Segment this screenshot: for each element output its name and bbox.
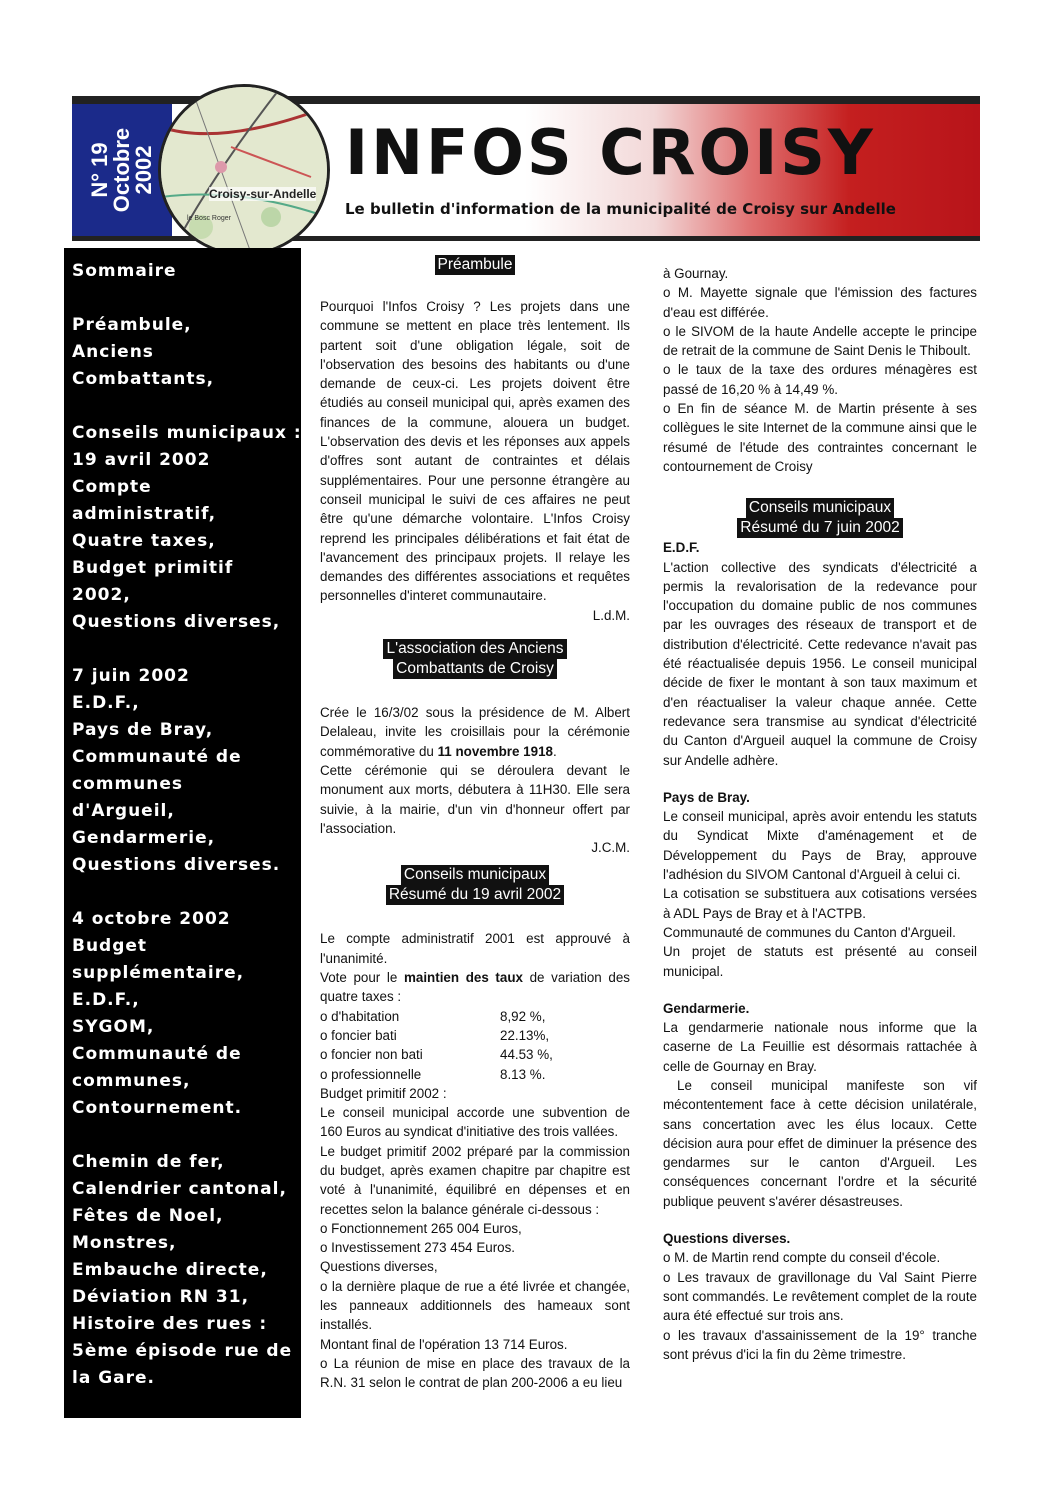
gendarmerie-title: Gendarmerie. bbox=[663, 1000, 750, 1016]
preambule-text: Pourquoi l'Infos Croisy ? Les projets dans une commune se mettent en place très lentement. Ils partent soit d'une obligation légale, soit de l'observation des besoins des habitants ou d'une demande de ceux-ci. Les projets doivent être étudiés au conseil municipal qui, après examen des finances de la commune, alouera un budget. L'observation des devis et les réponses aux appels d'offres sont autant de contraintes et délais supplémentaires. Pour une personne étrangère au conseil municipal le suivi de ces affaires ne peut être qu'une démarche volontaire. L'Infos Croisy reprend les principales délibérations et fait état de l'avancement des principaux projets. Il relaye les demandes des différentes associations et requêtes personnelles d'interet communautaire. bbox=[320, 299, 630, 604]
anciens-heading-line2: Combattants de Croisy bbox=[393, 659, 557, 679]
summary-item: E.D.F., bbox=[72, 693, 140, 713]
summary-item: Pays de Bray, bbox=[72, 720, 214, 740]
conseil-juin-heading-line1: Conseils municipaux bbox=[746, 498, 894, 518]
summary-item: 19 avril 2002 bbox=[72, 450, 211, 470]
masthead-title: INFOS CROISY bbox=[345, 116, 876, 189]
issue-year: 2002 bbox=[131, 145, 156, 195]
summary-item: communes, bbox=[72, 1071, 191, 1091]
summary-item: Calendrier cantonal, bbox=[72, 1179, 287, 1199]
anciens-signature: J.C.M. bbox=[591, 840, 630, 856]
map-label: Croisy-sur-Andelle bbox=[209, 187, 317, 201]
summary-list bbox=[72, 258, 302, 1392]
summary-item: Budget primitif bbox=[72, 558, 234, 578]
summary-item: 7 juin 2002 bbox=[72, 666, 190, 686]
summary-item: Combattants, bbox=[72, 369, 215, 389]
col2-p2: o M. Mayette signale que l'émission des factures d'eau est différée. bbox=[663, 285, 977, 320]
gendarmerie-text-2: Le conseil municipal manifeste son vif mécontentement face à cette décision unilatérale, sans concertation avec les élus locaux. Cette décision aura pour effet de diminuer la présence des gendarmes sur le canton d'Argueil. Les conséquences concernant l'ordre et la sécurité publique peuvent s'avérer désastreuses. bbox=[663, 1077, 977, 1209]
rate-row: o d'habitation 8,92 %, bbox=[320, 1008, 546, 1024]
questions-title: Questions diverses. bbox=[663, 1231, 791, 1247]
bray-text-4: Un projet de statuts est présenté au conseil municipal. bbox=[663, 944, 977, 979]
gendarmerie-text-1: La gendarmerie nationale nous informe que la caserne de La Feuillie est désormais rattachée à celle de Gournay en Bray. bbox=[663, 1020, 977, 1074]
summary-item: Fêtes de Noel, bbox=[72, 1206, 224, 1226]
budget-line-1: o Fonctionnement 265 004 Euros, bbox=[320, 1220, 522, 1236]
rate-row: o professionnelle 8.13 %. bbox=[320, 1066, 546, 1082]
col2-p5: o En fin de séance M. de Martin présente à ses collègues le site Internet de la commune ainsi que le résumé de l'étude des contraintes concernant le contournement de Croisy bbox=[663, 401, 977, 474]
conseil-juin-heading-line2: Résumé du 7 juin 2002 bbox=[737, 518, 902, 538]
summary-item: Budget bbox=[72, 936, 148, 956]
bray-text-3: Communauté de communes du Canton d'Argueil. bbox=[663, 924, 956, 940]
conseil-p1: Le compte administratif 2001 est approuvé à l'unanimité. bbox=[320, 931, 630, 966]
summary-item: 2002, bbox=[72, 585, 131, 605]
bray-text-1: Le conseil municipal, après avoir entendu les statuts du Syndicat Mixte d'aménagement et de Développement du Pays de Bray, approuve l'adhésion du SIVOM Cantonal d'Argueil à celui ci. bbox=[663, 809, 977, 883]
summary-item: 5ème épisode rue de bbox=[72, 1341, 293, 1361]
summary-item: administratif, bbox=[72, 504, 217, 524]
summary-item: Monstres, bbox=[72, 1233, 177, 1253]
conseil-p6: Questions diverses, bbox=[320, 1259, 438, 1275]
anciens-text-1: Crée le 16/3/02 sous la présidence de M. Albert Delaleau, invite les croisillais pour la cérémonie commémorative du 11 novembre 1918. bbox=[320, 705, 630, 759]
edf-title: E.D.F. bbox=[663, 540, 700, 556]
col2-p4: o le taux de la taxe des ordures ménagères est passé de 16,20 % à 14,49 %. bbox=[663, 362, 977, 397]
issue-number: N° 19 bbox=[87, 142, 112, 198]
summary-item: d'Argueil, bbox=[72, 801, 175, 821]
summary-item: Communauté de bbox=[72, 1044, 242, 1064]
summary-item: Histoire des rues : bbox=[72, 1314, 268, 1334]
summary-item: la Gare. bbox=[72, 1368, 156, 1388]
summary-item: Communauté de bbox=[72, 747, 242, 767]
conseil-p8: Montant final de l'opération 13 714 Euros. bbox=[320, 1336, 568, 1352]
questions-3: o les travaux d'assainissement de la 19° tranche sont prévus d'ici la fin du 2ème trimestre. bbox=[663, 1327, 977, 1362]
summary-item: Chemin de fer, bbox=[72, 1152, 225, 1172]
summary-item: Contournement. bbox=[72, 1098, 243, 1118]
summary-item: SYGOM, bbox=[72, 1017, 155, 1037]
anciens-heading-line1: L'association des Anciens bbox=[383, 639, 566, 659]
summary-item: supplémentaire, bbox=[72, 963, 245, 983]
summary-item: Quatre taxes, bbox=[72, 531, 216, 551]
conseil-p5: Le budget primitif 2002 préparé par la commission du budget, après examen chapitre par chapitre est voté à l'unanimité, équilibré en dépenses et en recettes selon la balance générale ci-dessous : bbox=[320, 1143, 630, 1217]
budget-line-2: o Investissement 273 454 Euros. bbox=[320, 1240, 516, 1256]
summary-title: Sommaire bbox=[72, 261, 177, 281]
conseil-p4: Le conseil municipal accorde une subvention de 160 Euros au syndicat d'initiative des trois vallées. bbox=[320, 1105, 630, 1140]
col2-p3: o le SIVOM de la haute Andelle accepte le principe de retrait de la commune de Saint Denis le Thiboult. bbox=[663, 323, 977, 359]
conseil-p7: o la dernière plaque de rue a été livrée et changée, les panneaux additionnels des hameaux sont installés. bbox=[320, 1278, 630, 1333]
questions-1: o M. de Martin rend compte du conseil d'école. bbox=[663, 1250, 941, 1266]
issue-month: Octobre bbox=[109, 127, 134, 213]
summary-item: Questions diverses, bbox=[72, 612, 281, 632]
summary-item: Conseils municipaux : bbox=[72, 423, 302, 443]
conseil-p9: o La réunion de mise en place des travaux de la R.N. 31 selon le contrat de plan 200-2006 a eu lieu bbox=[320, 1355, 630, 1391]
masthead-subtitle: Le bulletin d'information de la municipalité de Croisy sur Andelle bbox=[345, 200, 896, 218]
summary-item: Compte bbox=[72, 477, 152, 497]
bray-title: Pays de Bray. bbox=[663, 789, 750, 805]
summary-item: E.D.F., bbox=[72, 990, 140, 1010]
preambule-heading: Préambule bbox=[435, 255, 516, 275]
summary-item: Embauche directe, bbox=[72, 1260, 268, 1280]
map-logo bbox=[158, 84, 330, 256]
anciens-date: 11 novembre 1918 bbox=[437, 743, 553, 759]
anciens-text-2: Cette cérémonie qui se déroulera devant le monument aux morts, débutera à 11H30. Elle sera suivie, à la mairie, d'un vin d'honneur offert par l'association. bbox=[320, 762, 630, 836]
summary-item: Questions diverses. bbox=[72, 855, 281, 875]
edf-text: L'action collective des syndicats d'électricité a permis la revalorisation de la redevance pour l'occupation du domaine public de nos communes par les ouvrages des réseaux de transport et de distribution d'électricité. Cette redevance n'avait pas été réactualisée depuis 1956. Le conseil municipal décide de fixer le montant à son taux maximum et d'en réactualiser la valeur chaque année. Cette redevance sera transmise au syndicat d'électricité du Canton d'Argueil auquel la commune de Croisy sur Andelle adhère. bbox=[663, 559, 977, 768]
col2-p1: à Gournay. bbox=[663, 266, 729, 281]
rate-row: o foncier non bati 44.53 %, bbox=[320, 1047, 553, 1063]
summary-item: communes bbox=[72, 774, 184, 794]
preambule-signature: L.d.M. bbox=[592, 607, 630, 623]
summary-item: Préambule, bbox=[72, 315, 192, 335]
conseil-heading-line1: Conseils municipaux bbox=[401, 865, 549, 885]
summary-item: Déviation RN 31, bbox=[72, 1287, 250, 1307]
bray-text-2: La cotisation se substituera aux cotisations versées à ADL Pays de Bray et à l'ACTPB. bbox=[663, 886, 977, 921]
column-1 bbox=[320, 255, 630, 1393]
summary-item: 4 octobre 2002 bbox=[72, 909, 231, 929]
map-sublabel: le Bosc Roger bbox=[187, 215, 231, 222]
rate-row: o foncier bati 22.13%, bbox=[320, 1027, 550, 1043]
conseil-p2: Vote pour le maintien des taux de variation des quatre taxes : bbox=[320, 970, 630, 1005]
summary-item: Gendarmerie, bbox=[72, 828, 216, 848]
questions-2: o Les travaux de gravillonage du Val Saint Pierre sont commandés. Le revêtement complet de la route aura été effectué sur trois ans. bbox=[663, 1269, 977, 1324]
summary-item: Anciens bbox=[72, 342, 154, 362]
conseil-heading-line2: Résumé du 19 avril 2002 bbox=[386, 885, 564, 905]
map-drawing bbox=[161, 87, 327, 253]
conseil-p3: Budget primitif 2002 : bbox=[320, 1085, 447, 1101]
column-2 bbox=[663, 264, 977, 1364]
